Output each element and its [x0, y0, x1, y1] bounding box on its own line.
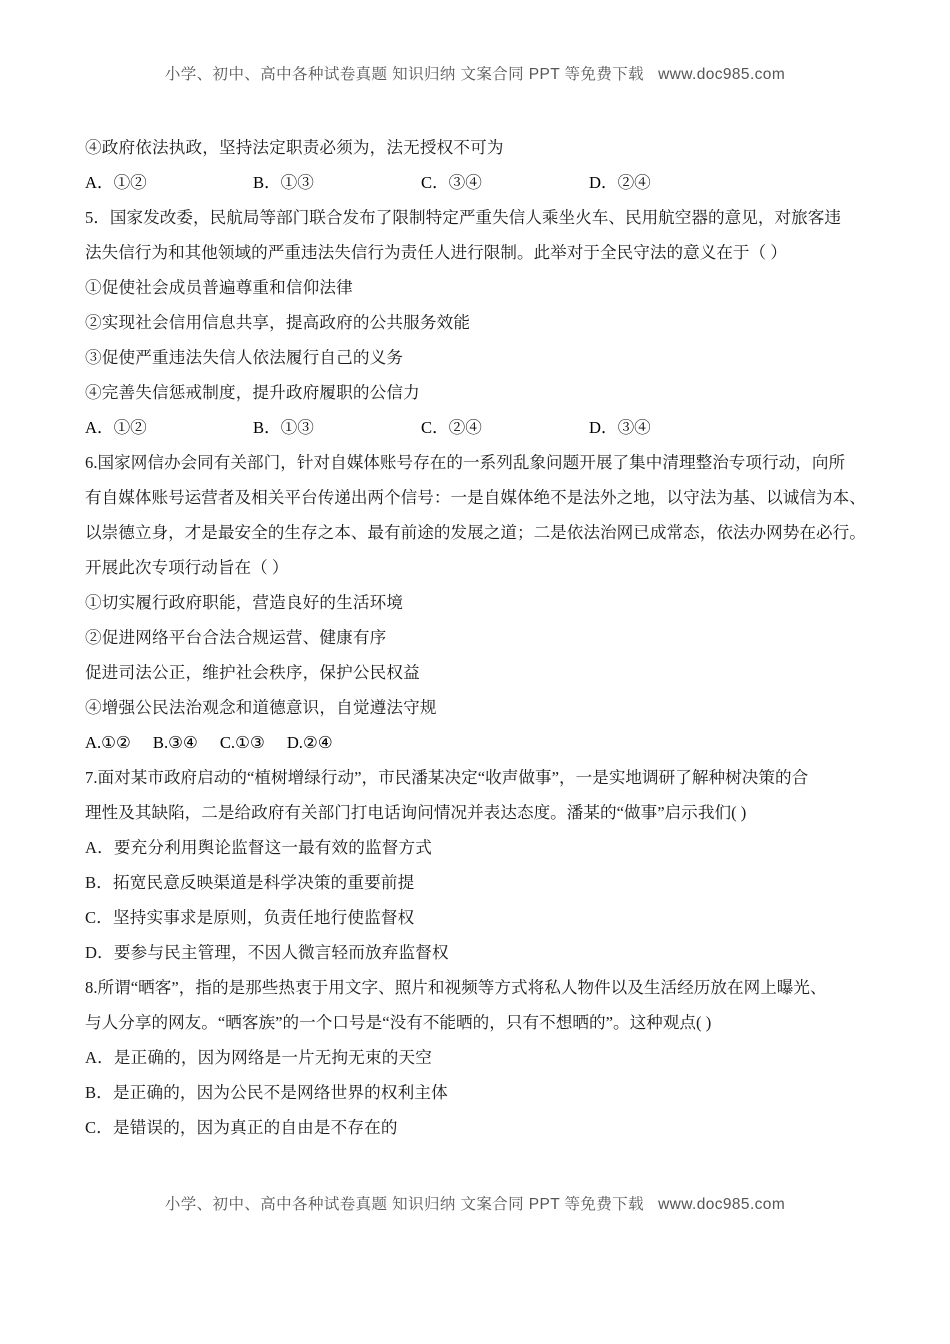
watermark-header: [0, 62, 950, 84]
q4-option-d[interactable]: D．②④: [589, 173, 651, 192]
q6-item-4: ④增强公民法治观念和道德意识，自觉遵法守规: [85, 698, 437, 717]
watermark-text: 小学、初中、高中各种试卷真题 知识归纳 文案合同 PPT 等免费下载: [164, 66, 645, 83]
q5-option-a[interactable]: A．①②: [85, 418, 147, 437]
q5-option-d[interactable]: D．③④: [589, 418, 651, 437]
q6-option-b[interactable]: B.③④: [152, 733, 198, 752]
q6-stem-line-1: 6.国家网信办会同有关部门，针对自媒体账号存在的一系列乱象问题开展了集中清理整治专项行动，向所: [85, 453, 846, 472]
q8-option-b[interactable]: B．是正确的，因为公民不是网络世界的权利主体: [85, 1083, 448, 1102]
q7-stem-line-2: 理性及其缺陷，二是给政府有关部门打电话询问情况并表达态度。潘某的“做事”启示我们( ): [85, 803, 747, 822]
q6-stem-line-3: 以崇德立身，才是最安全的生存之本、最有前途的发展之道；二是依法治网已成常态，依法办网势在必行。: [85, 523, 866, 542]
watermark-url: www.doc985.com: [658, 66, 786, 83]
q6-option-d[interactable]: D.②④: [286, 733, 333, 752]
q8-stem-line-1: 8.所谓“晒客”，指的是那些热衷于用文字、照片和视频等方式将私人物件以及生活经历放在网上曝光、: [85, 978, 827, 997]
q8-option-a[interactable]: A．是正确的，因为网络是一片无拘无束的天空: [85, 1048, 433, 1067]
watermark-footer: [0, 1192, 950, 1214]
q5-stem-line-1: 5．国家发改委，民航局等部门联合发布了限制特定严重失信人乘坐火车、民用航空器的意见，对旅客违: [85, 208, 841, 227]
q5-stem-line-2: 法失信行为和其他领域的严重违法失信行为责任人进行限制。此举对于全民守法的意义在于（ ）: [85, 243, 787, 262]
watermark-text-footer: 小学、初中、高中各种试卷真题 知识归纳 文案合同 PPT 等免费下载: [164, 1196, 645, 1213]
q7-option-c[interactable]: C．坚持实事求是原则，负责任地行使监督权: [85, 908, 415, 927]
q7-option-b[interactable]: B．拓宽民意反映渠道是科学决策的重要前提: [85, 873, 415, 892]
q5-item-1: ①促使社会成员普遍尊重和信仰法律: [85, 278, 353, 297]
q4-option-b[interactable]: B．①③: [253, 173, 314, 192]
q7-option-d[interactable]: D．要参与民主管理，不因人微言轻而放弃监督权: [85, 943, 449, 962]
q5-option-c[interactable]: C．②④: [421, 418, 482, 437]
q8-option-c[interactable]: C．是错误的，因为真正的自由是不存在的: [85, 1118, 398, 1137]
q4-option-a[interactable]: A．①②: [85, 173, 147, 192]
q5-item-3: ③促使严重违法失信人依法履行自己的义务: [85, 348, 404, 367]
q6-item-3: 促进司法公正，维护社会秩序，保护公民权益: [85, 663, 420, 682]
watermark-url-footer: www.doc985.com: [658, 1196, 786, 1213]
q5-option-b[interactable]: B．①③: [253, 418, 314, 437]
q6-option-a[interactable]: A.①②: [85, 733, 131, 752]
q5-item-4: ④完善失信惩戒制度，提升政府履职的公信力: [85, 383, 420, 402]
q5-item-2: ②实现社会信用信息共享，提高政府的公共服务效能: [85, 313, 471, 332]
q6-stem-line-4: 开展此次专项行动旨在（ ）: [85, 558, 289, 577]
q7-stem-line-1: 7.面对某市政府启动的“植树增绿行动”，市民潘某决定“收声做事”，一是实地调研了解种树决策的合: [85, 768, 809, 787]
document-body: [85, 130, 867, 1145]
q4-options: [85, 165, 867, 200]
q6-options: [85, 725, 867, 760]
q6-stem-line-2: 有自媒体账号运营者及相关平台传递出两个信号：一是自媒体绝不是法外之地，以守法为基、以诚信为本、: [85, 488, 866, 507]
q5-options: [85, 410, 867, 445]
q8-stem-line-2: 与人分享的网友。“晒客族”的一个口号是“没有不能晒的，只有不想晒的”。这种观点( ): [85, 1013, 712, 1032]
q6-option-c[interactable]: C.①③: [219, 733, 265, 752]
q4-option-c[interactable]: C．③④: [421, 173, 482, 192]
q4-item-4: ④政府依法执政，坚持法定职责必须为，法无授权不可为: [85, 138, 504, 157]
q7-option-a[interactable]: A．要充分利用舆论监督这一最有效的监督方式: [85, 838, 433, 857]
q6-item-2: ②促进网络平台合法合规运营、健康有序: [85, 628, 387, 647]
q6-item-1: ①切实履行政府职能，营造良好的生活环境: [85, 593, 404, 612]
